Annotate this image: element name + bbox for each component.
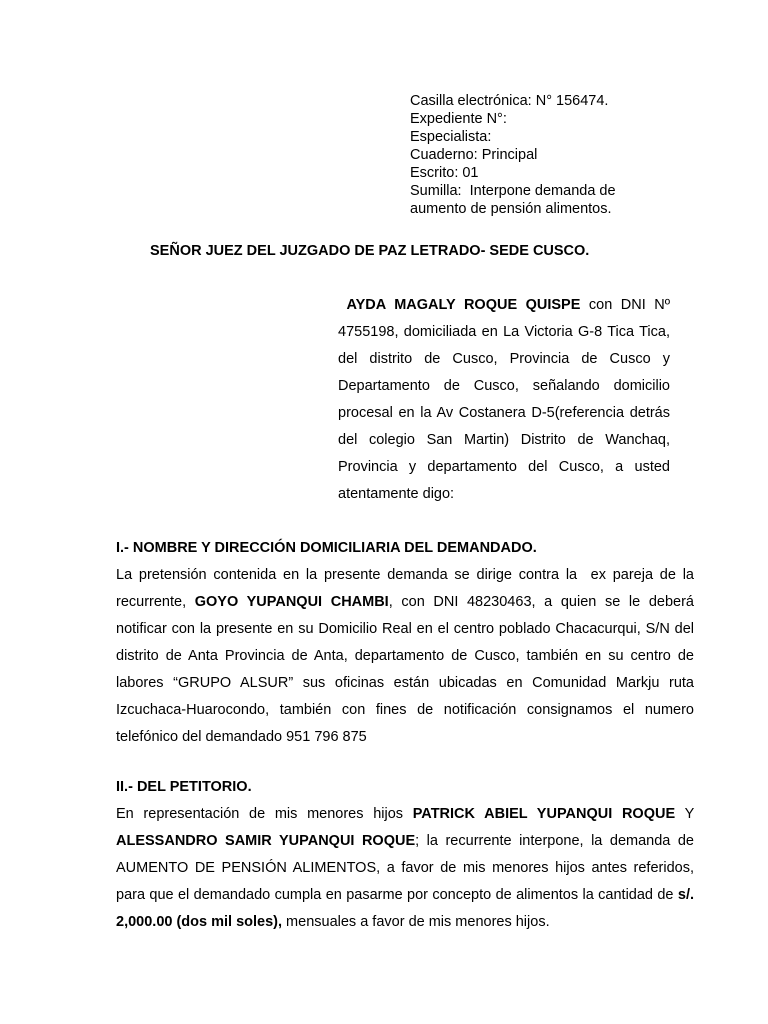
child2-name: ALESSANDRO SAMIR YUPANQUI ROQUE xyxy=(116,833,416,849)
intro-paragraph xyxy=(338,292,670,508)
section2-text-d: mensuales a favor de mis menores hijos. xyxy=(282,914,550,930)
especialista-line: Especialista: xyxy=(410,129,492,145)
section1-paragraph xyxy=(116,562,699,751)
section2-title: II.- DEL PETITORIO. xyxy=(116,779,252,795)
section-defendant xyxy=(116,535,699,751)
section1-text-a: La pretensión contenida en la presente demanda se dirige contra la ex pareja de la recurrente, xyxy=(116,567,699,610)
section2-paragraph xyxy=(116,801,699,936)
escrito-line: Escrito: 01 xyxy=(410,165,479,181)
section2-text-b: Y xyxy=(675,806,699,822)
section1-title: I.- NOMBRE Y DIRECCIÓN DOMICILIARIA DEL DEMANDADO. xyxy=(116,540,537,556)
sumilla-line-1: Sumilla: Interpone demanda de xyxy=(410,183,616,199)
case-header xyxy=(410,92,650,218)
cuaderno-line: Cuaderno: Principal xyxy=(410,147,538,163)
sumilla-line-2: aumento de pensión alimentos. xyxy=(410,201,612,217)
expediente-line: Expediente N°: xyxy=(410,111,507,127)
section2-text-c: ; la recurrente interpone, la demanda de AUMENTO DE PENSIÓN ALIMENTOS, a favor de mis menores hijos antes referidos, para que el demandado cumpla en pasarme por concepto de alimentos la cantidad de xyxy=(116,833,694,903)
alimony-amount: s/. 2,000.00 (dos mil soles), xyxy=(116,887,694,930)
addressee-heading: SEÑOR JUEZ DEL JUZGADO DE PAZ LETRADO- SEDE CUSCO. xyxy=(150,243,590,259)
section1-text-b: , con DNI 48230463, a quien se le deberá notificar con la presente en su Domicilio Real en el centro poblado Chacacurqui, S/N del distrito de Anta Provincia de Anta, departamento de Cusco, también en su centro de labores “GRUPO ALSUR” sus oficinas están ubicadas en Comunidad Markju ruta Izcuchaca-Huarocondo, también con fines de notificación consignamos el numero telefónico del demandado 951 796 875 xyxy=(116,594,694,745)
section2-text-a: En representación de mis menores hijos xyxy=(116,806,413,822)
plaintiff-name: AYDA MAGALY ROQUE QUISPE xyxy=(346,297,581,313)
casilla-line: Casilla electrónica: N° 156474. xyxy=(410,93,609,109)
section-petitorio xyxy=(116,774,699,936)
defendant-name: GOYO YUPANQUI CHAMBI xyxy=(194,594,389,610)
child1-name: PATRICK ABIEL YUPANQUI ROQUE xyxy=(412,806,676,822)
intro-text: con DNI Nº 4755198, domiciliada en La Victoria G-8 Tica Tica, del distrito de Cusco, Provincia de Cusco y Departamento de Cusco, señalando domicilio procesal en la Av Costanera D-5(referencia detrás del colegio San Martin) Distrito de Wanchaq, Provincia y departamento del Cusco, a usted atentamente digo: xyxy=(338,297,671,502)
